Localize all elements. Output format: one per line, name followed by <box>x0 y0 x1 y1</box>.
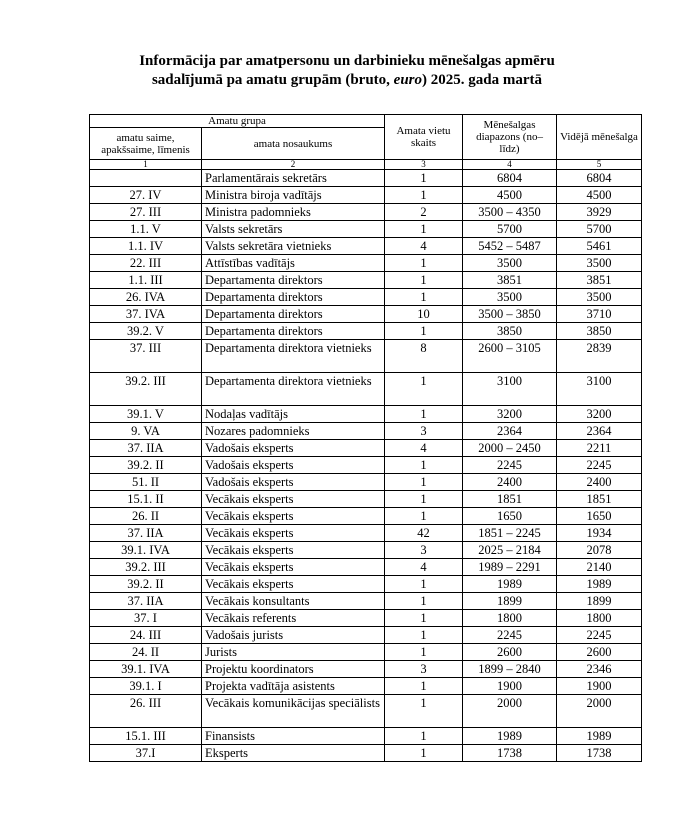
cell-nosaukums: Vecākais konsultants <box>202 593 385 610</box>
cell-nosaukums: Vadošais eksperts <box>202 474 385 491</box>
cell-nosaukums: Departamenta direktors <box>202 323 385 340</box>
cell-videja: 3200 <box>557 406 642 423</box>
title-line-2 <box>0 71 694 90</box>
header-index-5: 5 <box>557 160 642 170</box>
cell-saime: 37. I <box>90 610 202 627</box>
cell-skaits: 1 <box>385 323 463 340</box>
cell-skaits: 1 <box>385 576 463 593</box>
cell-diapazons: 1989 – 2291 <box>463 559 557 576</box>
cell-nosaukums: Departamenta direktors <box>202 272 385 289</box>
title-line-2-em: euro <box>393 72 423 88</box>
cell-videja: 2600 <box>557 644 642 661</box>
cell-videja: 3929 <box>557 204 642 221</box>
cell-diapazons: 1900 <box>463 678 557 695</box>
cell-skaits: 4 <box>385 559 463 576</box>
cell-diapazons: 2025 – 2184 <box>463 542 557 559</box>
cell-saime: 26. II <box>90 508 202 525</box>
cell-diapazons: 2600 <box>463 644 557 661</box>
table-row <box>90 559 642 576</box>
table-row <box>90 255 642 272</box>
cell-skaits: 1 <box>385 289 463 306</box>
cell-skaits: 1 <box>385 508 463 525</box>
cell-videja: 3500 <box>557 255 642 272</box>
cell-nosaukums: Nodaļas vadītājs <box>202 406 385 423</box>
cell-saime: 26. III <box>90 695 202 728</box>
table-row <box>90 745 642 762</box>
header-skaits: Amata vietu skaits <box>385 115 463 160</box>
cell-skaits: 1 <box>385 272 463 289</box>
cell-skaits: 3 <box>385 661 463 678</box>
cell-videja: 2346 <box>557 661 642 678</box>
cell-saime: 37. IIA <box>90 593 202 610</box>
cell-nosaukums: Eksperts <box>202 745 385 762</box>
cell-nosaukums: Projekta vadītāja asistents <box>202 678 385 695</box>
cell-diapazons: 1851 <box>463 491 557 508</box>
cell-diapazons: 2000 – 2450 <box>463 440 557 457</box>
cell-saime: 37. IVA <box>90 306 202 323</box>
cell-videja: 2364 <box>557 423 642 440</box>
table-row <box>90 406 642 423</box>
cell-skaits: 1 <box>385 593 463 610</box>
salary-table <box>89 114 642 762</box>
cell-videja: 1900 <box>557 678 642 695</box>
cell-videja: 2400 <box>557 474 642 491</box>
cell-videja: 1989 <box>557 576 642 593</box>
header-saime: amatu saime, apakšsaime, līmenis <box>90 128 202 160</box>
cell-diapazons: 2000 <box>463 695 557 728</box>
cell-videja: 3500 <box>557 289 642 306</box>
cell-skaits: 2 <box>385 204 463 221</box>
cell-videja: 3100 <box>557 373 642 406</box>
table-row <box>90 440 642 457</box>
cell-nosaukums: Ministra biroja vadītājs <box>202 187 385 204</box>
table-row <box>90 610 642 627</box>
table-row <box>90 627 642 644</box>
table-row <box>90 525 642 542</box>
cell-skaits: 4 <box>385 440 463 457</box>
cell-nosaukums: Valsts sekretārs <box>202 221 385 238</box>
cell-skaits: 1 <box>385 644 463 661</box>
cell-diapazons: 3100 <box>463 373 557 406</box>
table-row <box>90 695 642 728</box>
table-row <box>90 340 642 373</box>
cell-saime: 15.1. III <box>90 728 202 745</box>
cell-nosaukums: Parlamentārais sekretārs <box>202 170 385 187</box>
cell-nosaukums: Finansists <box>202 728 385 745</box>
table-row <box>90 306 642 323</box>
cell-skaits: 1 <box>385 678 463 695</box>
cell-diapazons: 1800 <box>463 610 557 627</box>
cell-nosaukums: Vecākais eksperts <box>202 508 385 525</box>
cell-diapazons: 3500 – 4350 <box>463 204 557 221</box>
cell-diapazons: 2400 <box>463 474 557 491</box>
cell-diapazons: 3851 <box>463 272 557 289</box>
cell-nosaukums: Vecākais eksperts <box>202 542 385 559</box>
cell-videja: 4500 <box>557 187 642 204</box>
page-title <box>0 52 694 90</box>
cell-skaits: 1 <box>385 457 463 474</box>
cell-saime <box>90 170 202 187</box>
cell-diapazons: 1738 <box>463 745 557 762</box>
cell-videja: 1800 <box>557 610 642 627</box>
cell-nosaukums: Vecākais referents <box>202 610 385 627</box>
cell-nosaukums: Nozares padomnieks <box>202 423 385 440</box>
table-row <box>90 678 642 695</box>
cell-videja: 1650 <box>557 508 642 525</box>
cell-diapazons: 2245 <box>463 627 557 644</box>
cell-videja: 5700 <box>557 221 642 238</box>
table-row <box>90 542 642 559</box>
title-line-2-a: sadalījumā pa amatu grupām (bruto, <box>151 72 394 88</box>
cell-saime: 37.I <box>90 745 202 762</box>
title-line-2-b: ) 2025. gada martā <box>422 72 543 88</box>
table-row <box>90 423 642 440</box>
cell-diapazons: 1851 – 2245 <box>463 525 557 542</box>
cell-skaits: 3 <box>385 542 463 559</box>
cell-videja: 3850 <box>557 323 642 340</box>
cell-diapazons: 2245 <box>463 457 557 474</box>
cell-skaits: 1 <box>385 627 463 644</box>
cell-nosaukums: Departamenta direktora vietnieks <box>202 340 385 373</box>
table-row <box>90 323 642 340</box>
table-row <box>90 272 642 289</box>
cell-skaits: 1 <box>385 187 463 204</box>
cell-diapazons: 3200 <box>463 406 557 423</box>
cell-nosaukums: Vecākais eksperts <box>202 576 385 593</box>
cell-skaits: 1 <box>385 491 463 508</box>
cell-skaits: 1 <box>385 474 463 491</box>
cell-videja: 2839 <box>557 340 642 373</box>
table-row <box>90 289 642 306</box>
header-diapazons: Mēnešalgas diapazons (no–līdz) <box>463 115 557 160</box>
cell-diapazons: 2364 <box>463 423 557 440</box>
table-row <box>90 491 642 508</box>
cell-saime: 37. IIA <box>90 440 202 457</box>
cell-nosaukums: Departamenta direktors <box>202 289 385 306</box>
table-row <box>90 221 642 238</box>
cell-saime: 39.2. II <box>90 457 202 474</box>
table-row <box>90 187 642 204</box>
cell-diapazons: 3500 <box>463 255 557 272</box>
cell-videja: 1851 <box>557 491 642 508</box>
cell-nosaukums: Departamenta direktors <box>202 306 385 323</box>
cell-videja: 2245 <box>557 457 642 474</box>
cell-diapazons: 1989 <box>463 728 557 745</box>
cell-skaits: 42 <box>385 525 463 542</box>
cell-saime: 1.1. V <box>90 221 202 238</box>
table-row <box>90 576 642 593</box>
cell-saime: 15.1. II <box>90 491 202 508</box>
table-row <box>90 474 642 491</box>
cell-saime: 24. II <box>90 644 202 661</box>
cell-skaits: 1 <box>385 170 463 187</box>
cell-videja: 5461 <box>557 238 642 255</box>
cell-saime: 39.1. IVA <box>90 661 202 678</box>
cell-diapazons: 6804 <box>463 170 557 187</box>
cell-saime: 37. IIA <box>90 525 202 542</box>
cell-nosaukums: Vecākais eksperts <box>202 525 385 542</box>
table-row <box>90 661 642 678</box>
cell-saime: 39.2. III <box>90 559 202 576</box>
table-row <box>90 508 642 525</box>
table-row <box>90 170 642 187</box>
cell-diapazons: 3500 – 3850 <box>463 306 557 323</box>
header-nosaukums: amata nosaukums <box>202 128 385 160</box>
header-index-1: 1 <box>90 160 202 170</box>
cell-diapazons: 1989 <box>463 576 557 593</box>
cell-diapazons: 1899 – 2840 <box>463 661 557 678</box>
cell-videja: 1899 <box>557 593 642 610</box>
cell-diapazons: 4500 <box>463 187 557 204</box>
cell-saime: 26. IVA <box>90 289 202 306</box>
header-videja: Vidējā mēnešalga <box>557 115 642 160</box>
cell-diapazons: 3850 <box>463 323 557 340</box>
cell-saime: 37. III <box>90 340 202 373</box>
cell-videja: 3851 <box>557 272 642 289</box>
cell-saime: 24. III <box>90 627 202 644</box>
cell-diapazons: 2600 – 3105 <box>463 340 557 373</box>
cell-videja: 1934 <box>557 525 642 542</box>
cell-skaits: 1 <box>385 745 463 762</box>
cell-videja: 6804 <box>557 170 642 187</box>
cell-skaits: 1 <box>385 255 463 272</box>
cell-nosaukums: Ministra padomnieks <box>202 204 385 221</box>
header-amatu-grupa: Amatu grupa <box>90 115 385 128</box>
cell-saime: 39.1. I <box>90 678 202 695</box>
cell-skaits: 1 <box>385 695 463 728</box>
cell-diapazons: 1650 <box>463 508 557 525</box>
table-row <box>90 728 642 745</box>
cell-diapazons: 5452 – 5487 <box>463 238 557 255</box>
cell-videja: 2000 <box>557 695 642 728</box>
cell-saime: 22. III <box>90 255 202 272</box>
cell-videja: 1738 <box>557 745 642 762</box>
cell-nosaukums: Vecākais komunikācijas speciālists <box>202 695 385 728</box>
table-row <box>90 238 642 255</box>
cell-saime: 39.1. V <box>90 406 202 423</box>
cell-saime: 39.2. III <box>90 373 202 406</box>
table-row <box>90 373 642 406</box>
cell-skaits: 3 <box>385 423 463 440</box>
cell-skaits: 1 <box>385 221 463 238</box>
cell-nosaukums: Vecākais eksperts <box>202 491 385 508</box>
cell-nosaukums: Vadošais eksperts <box>202 457 385 474</box>
table-row <box>90 457 642 474</box>
cell-nosaukums: Departamenta direktora vietnieks <box>202 373 385 406</box>
cell-nosaukums: Vadošais eksperts <box>202 440 385 457</box>
cell-skaits: 10 <box>385 306 463 323</box>
cell-skaits: 8 <box>385 340 463 373</box>
title-line-1: Informācija par amatpersonu un darbinieku mēnešalgas apmēru <box>139 53 555 69</box>
cell-diapazons: 5700 <box>463 221 557 238</box>
cell-nosaukums: Vecākais eksperts <box>202 559 385 576</box>
cell-nosaukums: Valsts sekretāra vietnieks <box>202 238 385 255</box>
table-body <box>90 170 642 762</box>
cell-saime: 27. IV <box>90 187 202 204</box>
cell-videja: 3710 <box>557 306 642 323</box>
header-index-4: 4 <box>463 160 557 170</box>
cell-skaits: 1 <box>385 728 463 745</box>
cell-diapazons: 3500 <box>463 289 557 306</box>
cell-videja: 2211 <box>557 440 642 457</box>
cell-diapazons: 1899 <box>463 593 557 610</box>
table-row <box>90 644 642 661</box>
cell-saime: 51. II <box>90 474 202 491</box>
cell-saime: 39.2. II <box>90 576 202 593</box>
header-index-2: 2 <box>202 160 385 170</box>
cell-videja: 1989 <box>557 728 642 745</box>
cell-skaits: 4 <box>385 238 463 255</box>
cell-skaits: 1 <box>385 373 463 406</box>
cell-saime: 9. VA <box>90 423 202 440</box>
cell-nosaukums: Projektu koordinators <box>202 661 385 678</box>
cell-videja: 2245 <box>557 627 642 644</box>
cell-nosaukums: Vadošais jurists <box>202 627 385 644</box>
cell-saime: 1.1. III <box>90 272 202 289</box>
cell-skaits: 1 <box>385 406 463 423</box>
header-index-3: 3 <box>385 160 463 170</box>
cell-saime: 39.1. IVA <box>90 542 202 559</box>
cell-saime: 1.1. IV <box>90 238 202 255</box>
table-row <box>90 204 642 221</box>
cell-skaits: 1 <box>385 610 463 627</box>
table-row <box>90 593 642 610</box>
cell-nosaukums: Attīstības vadītājs <box>202 255 385 272</box>
cell-nosaukums: Jurists <box>202 644 385 661</box>
cell-videja: 2140 <box>557 559 642 576</box>
cell-videja: 2078 <box>557 542 642 559</box>
cell-saime: 39.2. V <box>90 323 202 340</box>
cell-saime: 27. III <box>90 204 202 221</box>
